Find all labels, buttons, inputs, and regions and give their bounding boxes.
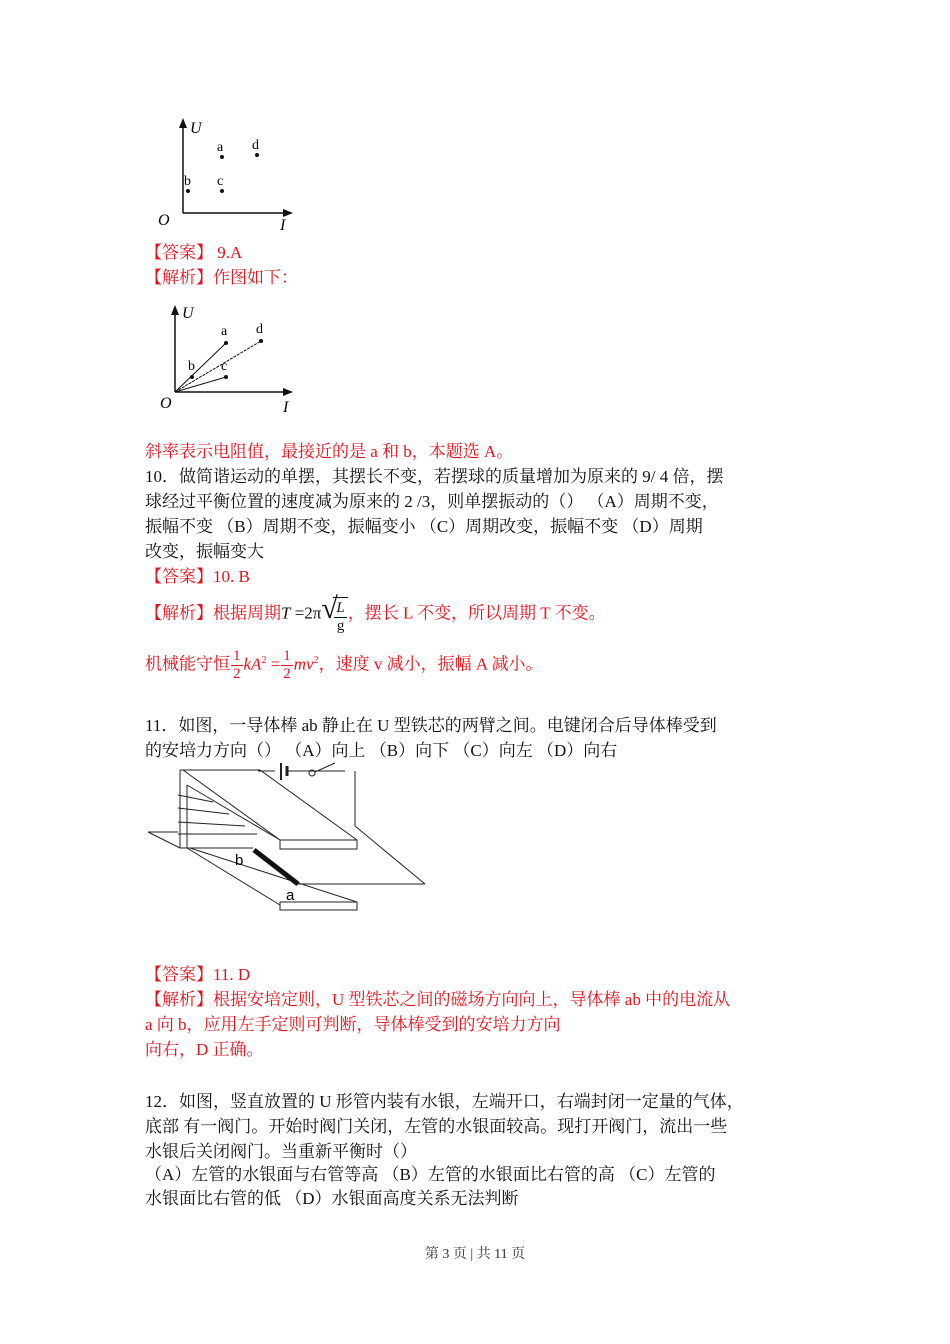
ui-scatter-figure: [150, 115, 310, 235]
q11-analysis-1: [145, 987, 730, 1012]
q11-line-2: 的安培力方向（） （A）向上 （B）向下 （C）向左 （D）向右: [145, 741, 618, 760]
q12-line-3: 水银后关闭阀门。当重新平衡时（）: [145, 1142, 417, 1161]
energy-eq: =: [266, 654, 281, 674]
point-a-label: a: [221, 324, 228, 339]
analysis-post: ，摆长 L 不变，所以周期 T 不变。: [347, 603, 606, 623]
q10-line-2: 球经过平衡位置的速度减为原来的 2 /3，则单摆振动的（） （A）周期不变，: [145, 492, 719, 511]
q12-line-4: （A）左管的水银面与右管等高 （B）左管的水银面比右管的高 （C）左管的: [145, 1165, 716, 1184]
answer-label: 【答案】: [145, 965, 213, 984]
q11-analysis-2: a 向 b，应用左手定则可判断，导体棒受到的安培力方向: [145, 1015, 561, 1034]
fraction-half: $\frac{1}{2}$: [233, 648, 241, 683]
q10-line-1: 10．做简谐运动的单摆，其摆长不变，若摆球的质量增加为原来的 9/ 4 倍，摆: [145, 467, 724, 486]
point-c-label: c: [217, 174, 224, 189]
answer-value: 11. D: [213, 965, 251, 984]
q10-analysis: [145, 592, 606, 635]
point-d-label: d: [252, 138, 259, 153]
analysis-label: 【解析】: [145, 603, 213, 623]
sqrt-formula: [321, 592, 347, 635]
point-b-label: b: [188, 359, 195, 374]
conductor-end-b-label: b: [235, 852, 244, 869]
formula-eq: =2π: [290, 603, 322, 623]
q9-conclusion: 斜率表示电阻值，最接近的是 a 和 b，本题选 A。: [145, 442, 514, 461]
u-core-figure: [145, 760, 435, 920]
origin-label: O: [160, 395, 172, 412]
answer-value: 9.A: [213, 243, 243, 262]
energy-post: ，速度 v 减小，振幅 A 减小。: [318, 654, 543, 674]
axis-i-label: I: [283, 399, 289, 416]
radical-icon: √: [321, 592, 338, 625]
formula-den: g: [336, 617, 345, 634]
formula-t: T: [281, 603, 291, 623]
q9-answer: [145, 240, 242, 265]
ui-slope-figure: [150, 300, 310, 420]
q11-analysis-3: 向右，D 正确。: [145, 1040, 264, 1059]
analysis-text: 作图如下：: [213, 268, 298, 287]
q12-line-1: 12．如图，竖直放置的 U 形管内装有水银，左端开口，右端封闭一定量的气体，: [145, 1092, 744, 1111]
point-c-label: c: [221, 359, 228, 374]
axis-u-label: U: [182, 305, 194, 322]
q12-line-5: 水银面比右管的低 （D）水银面高度关系无法判断: [145, 1189, 519, 1208]
q10-line-4: 改变，振幅变大: [145, 542, 264, 561]
analysis-pre: 根据周期: [213, 603, 281, 623]
analysis-text: 根据安培定则，U 型铁芯之间的磁场方向向上，导体棒 ab 中的电流从: [213, 990, 731, 1009]
origin-label: O: [158, 212, 170, 229]
q12-line-2: 底部 有一阀门。开始时阀门关闭，左管的水银面较高。现打开阀门，流出一些: [145, 1117, 728, 1136]
point-a-label: a: [217, 140, 224, 155]
energy-mv: mv: [293, 654, 314, 674]
point-b-label: b: [184, 174, 191, 189]
analysis-label: 【解析】: [145, 268, 213, 287]
answer-label: 【答案】: [145, 243, 213, 262]
axis-u-label: U: [190, 120, 202, 137]
analysis-label: 【解析】: [145, 990, 213, 1009]
conductor-end-a-label: a: [286, 887, 295, 904]
q10-answer: [145, 564, 250, 589]
formula-num: L: [336, 599, 345, 616]
answer-value: 10. B: [213, 567, 250, 586]
q10-line-3: 振幅不变 （B）周期不变，振幅变小 （C）周期改变，振幅不变 （D）周期: [145, 517, 703, 536]
point-d-label: d: [256, 322, 263, 337]
page-footer: 第 3 页 | 共 11 页: [424, 1247, 526, 1262]
energy-ka: kA: [243, 654, 262, 674]
q9-analysis: [145, 265, 298, 290]
fraction-half: $\frac{1}{2}$: [283, 648, 291, 683]
axis-i-label: I: [280, 217, 286, 234]
energy-pre: 机械能守恒: [145, 654, 230, 674]
q11-answer: [145, 962, 250, 987]
answer-label: 【答案】: [145, 567, 213, 586]
q11-line-1: 11．如图，一导体棒 ab 静止在 U 型铁芯的两臂之间。电键闭合后导体棒受到: [145, 716, 717, 735]
q10-energy: 机械能守恒 $\frac{1}{2}$ $kA^2$ = $\frac{1}{2}$ $mv^2$，速度 v 减小，振幅 A 减小。: [145, 648, 543, 683]
